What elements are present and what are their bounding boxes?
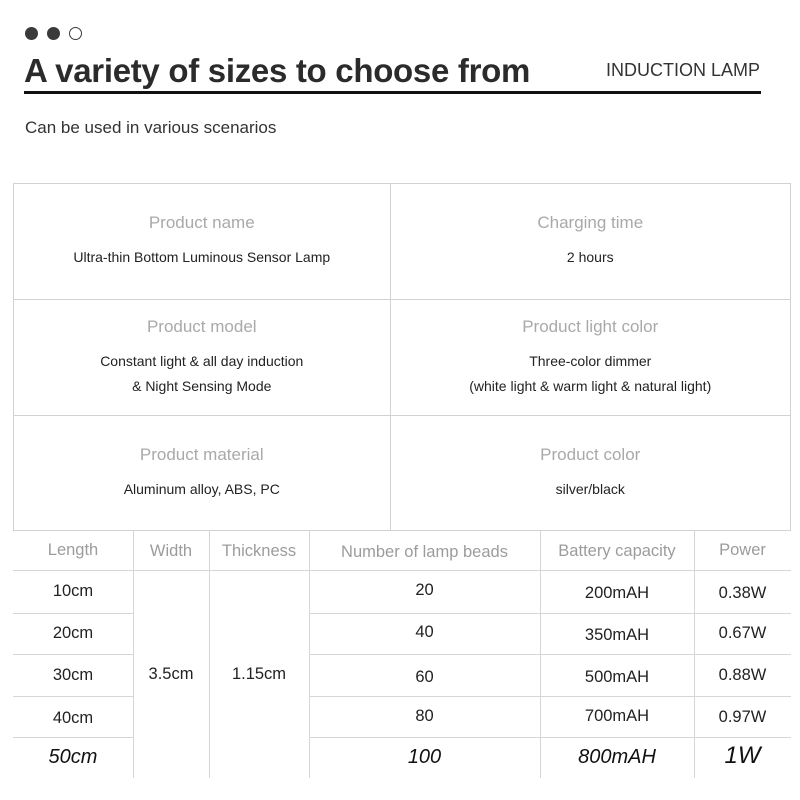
info-cell-light-color (391, 300, 791, 416)
beads-cell: 80 (415, 706, 434, 725)
battery-cell: 350mAH (584, 626, 650, 644)
info-cell-product-color (391, 416, 791, 531)
power-cell: 1W (724, 741, 761, 769)
info-value: Ultra-thin Bottom Luminous Sensor Lamp (73, 249, 331, 265)
power-cell: 0.88W (718, 665, 767, 684)
hollow-dot-icon (69, 27, 82, 40)
info-cell-product-model (14, 300, 391, 416)
header-power: Power (719, 540, 766, 559)
info-label: Charging time (537, 213, 644, 232)
header-width: Width (149, 541, 193, 560)
power-cell: 0.67W (718, 624, 767, 642)
info-label: Product material (139, 444, 264, 464)
header-length: Length (47, 540, 99, 559)
header-battery: Battery capacity (558, 541, 676, 560)
filled-dot-icon (25, 27, 38, 40)
title-underline (24, 91, 761, 94)
info-cell-product-name (14, 184, 391, 300)
info-label: Product name (148, 213, 255, 232)
header-lamp-beads: Number of lamp beads (341, 542, 508, 561)
beads-cell: 60 (415, 667, 434, 686)
beads-cell: 20 (415, 580, 434, 599)
header-thickness: Thickness (221, 541, 297, 560)
info-label: Product model (146, 316, 257, 336)
battery-cell: 200mAH (584, 584, 650, 602)
beads-cell: 40 (415, 622, 434, 641)
page-indicator-dots (25, 27, 82, 40)
page-subtitle: Can be used in various scenarios (25, 118, 277, 137)
info-cell-charging-time (391, 184, 791, 300)
width-value: 3.5cm (148, 664, 194, 683)
length-cell: 20cm (52, 624, 94, 642)
category-tag: INDUCTION LAMP (605, 60, 760, 80)
info-value: 2 hours (566, 249, 614, 265)
info-label: Product color (540, 444, 641, 464)
length-cell: 30cm (52, 665, 94, 684)
product-info-grid (13, 183, 791, 531)
info-value: Constant light & all day induction (100, 352, 304, 369)
info-cell-material (14, 416, 391, 531)
battery-cell: 500mAH (584, 667, 650, 686)
size-spec-table (13, 530, 791, 778)
length-cell: 10cm (52, 582, 94, 600)
length-cell: 40cm (52, 708, 94, 727)
page-title: A variety of sizes to choose from (24, 52, 531, 89)
info-value: (white light & warm light & natural light) (469, 377, 712, 394)
thickness-value: 1.15cm (231, 664, 287, 683)
filled-dot-icon (47, 27, 60, 40)
info-value: Aluminum alloy, ABS, PC (123, 480, 280, 497)
battery-cell: 800mAH (578, 746, 656, 768)
power-cell: 0.97W (718, 707, 767, 726)
info-value: & Night Sensing Mode (132, 377, 272, 394)
beads-cell: 100 (407, 746, 442, 768)
info-value: silver/black (555, 480, 625, 497)
info-label: Product light color (522, 316, 659, 336)
info-value: Three-color dimmer (529, 352, 652, 369)
length-cell: 50cm (48, 746, 98, 768)
power-cell: 0.38W (718, 584, 767, 602)
battery-cell: 700mAH (584, 706, 650, 725)
